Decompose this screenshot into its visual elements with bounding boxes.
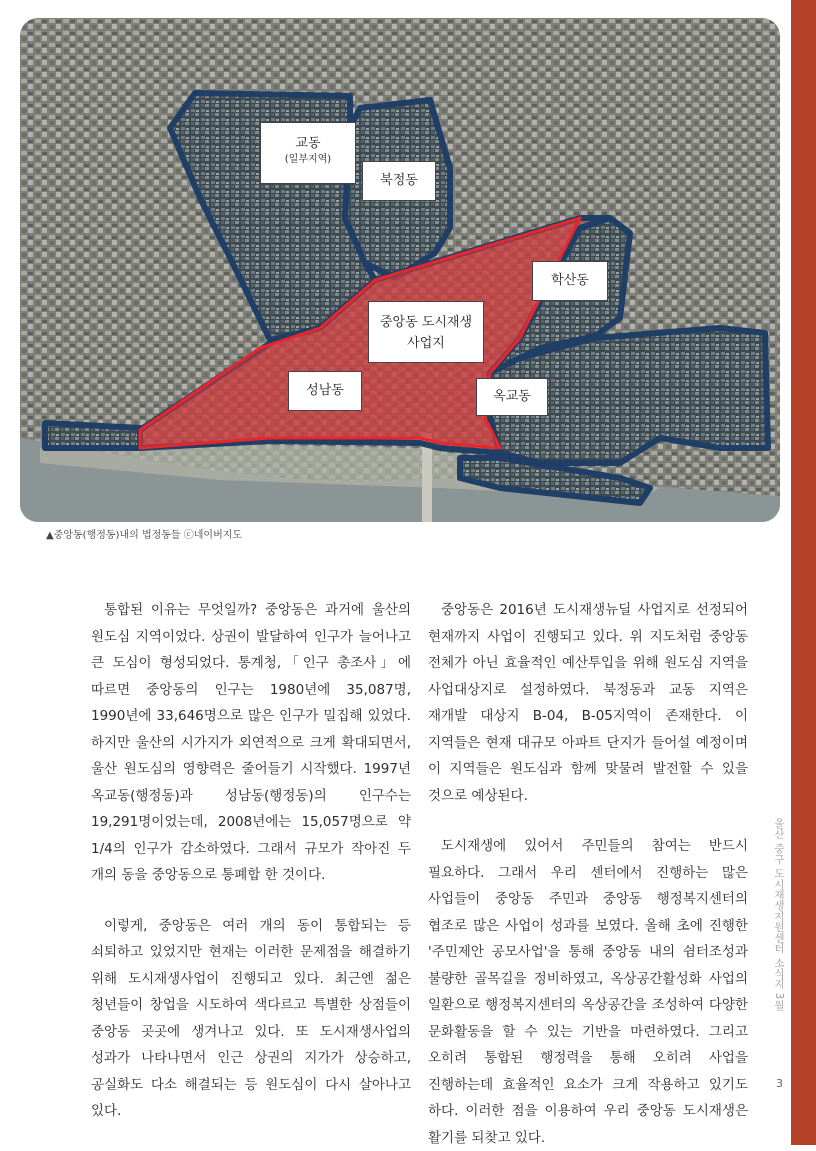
side-color-band [791, 0, 816, 1145]
paragraph: 이렇게, 중앙동은 여러 개의 동이 통합되는 등 쇠퇴하고 있었지만 현재는 이러한 문제점을 해결하기 위해 도시재생사업이 진행되고 있다. 최근엔 젊은 청년들이 창업을 시도하여 색다르고 특별한 상점들이 중앙동 곳곳에 생겨나고 있다. 또 도시재생사업의 성과가 나타나면서 인근 상권의 지가가 상승하고, 공실화도 다소 해결되는 등 원도심이 다시 살아나고 있다. [91, 917, 411, 1119]
aerial-map [20, 18, 780, 522]
paragraph: 통합된 이유는 무엇일까? 중앙동은 과거에 울산의 원도심 지역이었다. 상권이 발달하여 인구가 늘어나고 큰 도심이 형성되었다. 통계청,「인구 총조사」에 따르면 중앙동의 인구는 1980년에 35,087명, 1990년에 33,646명으로 많은 인구가 밀집해 있었다. 하지만 울산의 시가지가 외연적으로 크게 확대되면서, 울산 원도심의 영향력은 줄어들기 시작했다. 1997년 옥교동(행정동)과 성남동(행정동)의 인구수는 19,291명이었는데, 2008년에는 15,057명으로 약 1/4의 인구가 감소하였다. 그래서 규모가 작아진 두 개의 동을 중앙동으로 통폐합 한 것이다. [91, 602, 411, 883]
paragraph: 중앙동은 2016년 도시재생뉴딜 사업지로 선정되어 현재까지 사업이 진행되고 있다. 위 지도처럼 중앙동 전체가 아닌 효율적인 예산투입을 위해 원도심 지역을 사업대상지로 설정하였다. 북정동과 교동 지역은 재개발 대상지 B-04, B-05지역이 존재한다. 이 지역들은 현재 대규모 아파트 단지가 들어설 예정이며 이 지역들은 원도심과 함께 맞물려 발전할 수 있을 것으로 예상된다. [428, 602, 748, 804]
label-bukjeongdong-text: 북정동 [380, 173, 418, 188]
label-seongnamdong-text: 성남동 [306, 383, 344, 398]
label-haksandong [532, 261, 608, 301]
label-gyodong [260, 122, 356, 184]
label-okgyodong [476, 378, 548, 416]
label-bukjeongdong [362, 161, 436, 201]
paragraph: 도시재생에 있어서 주민들의 참여는 반드시 필요하다. 그래서 우리 센터에서 진행하는 많은 사업들이 중앙동 주민과 중앙동 행정복지센터의 협조로 많은 사업이 성과를 보였다. 올해 초에 진행한 '주민제안 공모사업'을 통해 중앙동 내의 쉼터조성과 불량한 골목길을 정비하였고, 옥상공간활성화 사업의 일환으로 행정복지센터의 옥상공간을 조성하여 다양한 문화활동을 할 수 있는 기반을 마련하였다. 그리고 오히려 통합된 행정력을 통해 오히려 사업을 진행하는데 효율적인 요소가 크게 작용하고 있기도 하다. 이러한 점을 이용하여 우리 중앙동 도시재생은 활기를 되찾고 있다. [428, 838, 748, 1146]
map-graphic [20, 18, 780, 522]
label-gyodong-sub: (일부지역) [284, 154, 332, 165]
label-haksandong-text: 학산동 [551, 273, 589, 288]
label-gyodong-text: 교동 [295, 136, 321, 151]
text-column-right [428, 597, 748, 1151]
map-caption: ▲중앙동(행정동)내의 법정동들 ⓒ네이버지도 [46, 530, 243, 541]
label-project-line2: 사업지 [407, 336, 445, 351]
label-seongnamdong [288, 371, 362, 411]
text-column-left [91, 597, 411, 1125]
page-number: 3 [776, 1077, 783, 1090]
label-project-area [368, 301, 484, 363]
label-project-line1: 중앙동 도시재생 [379, 315, 473, 330]
label-okgyodong-text: 옥교동 [493, 389, 531, 404]
publication-title: 울산 중구 도시재생지원센터 소식지 3월 [773, 818, 785, 1011]
